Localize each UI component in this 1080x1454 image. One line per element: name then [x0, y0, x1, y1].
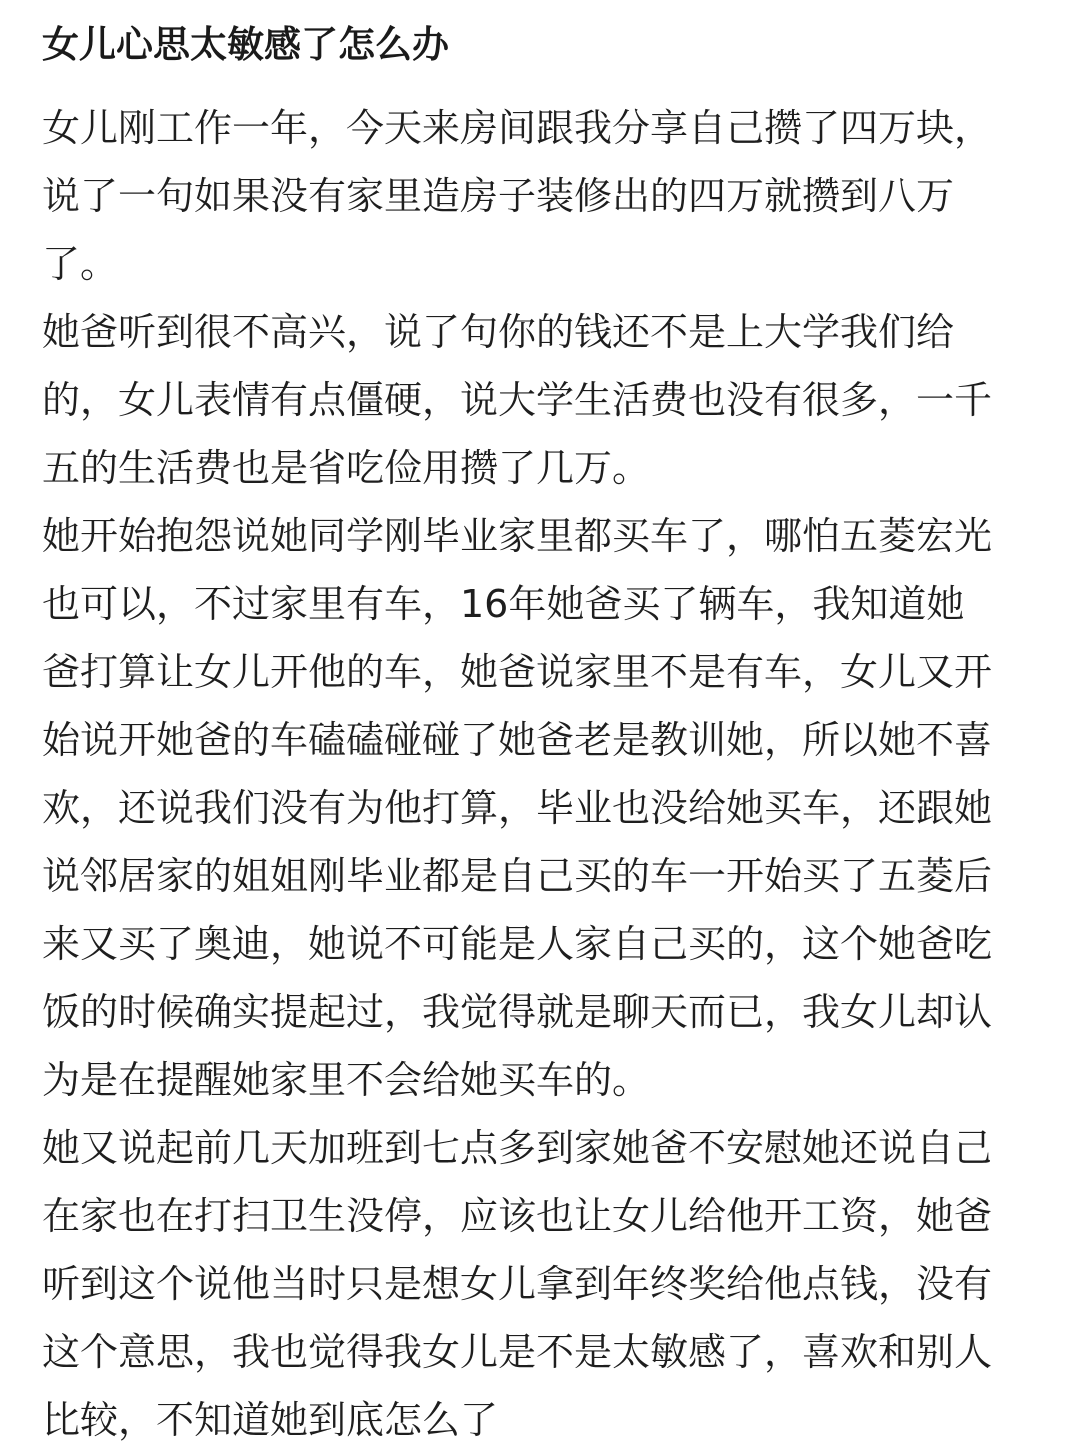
- paragraph-1: [42, 94, 1040, 298]
- text-line: 说了一句如果没有家里造房子装修出的四万就攒到八万: [42, 174, 955, 218]
- text-line: 饭的时候确实提起过，我觉得就是聊天而已，我女儿却认: [42, 990, 993, 1034]
- post-title: 女儿心思太敏感了怎么办: [42, 23, 449, 66]
- text-line: 她又说起前几天加班到七点多到家她爸不安慰她还说自己: [42, 1126, 993, 1170]
- text-line: 爸打算让女儿开他的车，她爸说家里不是有车，女儿又开: [42, 650, 993, 694]
- text-line: 她开始抱怨说她同学刚毕业家里都买车了，哪怕五菱宏光: [42, 514, 993, 558]
- text-line: 为是在提醒她家里不会给她买车的。: [42, 1058, 651, 1102]
- paragraph-3: [42, 502, 1040, 1114]
- text-line: 五的生活费也是省吃俭用攒了几万。: [42, 446, 651, 490]
- text-line: 也可以，不过家里有车，16年她爸买了辆车，我知道她: [42, 582, 965, 626]
- text-line: 来又买了奥迪，她说不可能是人家自己买的，这个她爸吃: [42, 922, 993, 966]
- text-line: 的，女儿表情有点僵硬，说大学生活费也没有很多，一千: [42, 378, 993, 422]
- text-line: 她爸听到很不高兴，说了句你的钱还不是上大学我们给: [42, 310, 955, 354]
- text-line: 了。: [42, 242, 119, 286]
- text-line: 在家也在打扫卫生没停，应该也让女儿给他开工资，她爸: [42, 1194, 993, 1238]
- text-line: 始说开她爸的车磕磕碰碰了她爸老是教训她，所以她不喜: [42, 718, 993, 762]
- paragraph-4: [42, 1114, 1040, 1454]
- paragraph-2: [42, 298, 1040, 502]
- post-body: [42, 94, 1040, 1454]
- text-line: 比较，不知道她到底怎么了: [42, 1398, 499, 1442]
- text-line: 听到这个说他当时只是想女儿拿到年终奖给他点钱，没有: [42, 1262, 993, 1306]
- text-line: 说邻居家的姐姐刚毕业都是自己买的车一开始买了五菱后: [42, 854, 993, 898]
- text-line: 女儿刚工作一年，今天来房间跟我分享自己攒了四万块，: [42, 106, 993, 150]
- text-line: 欢，还说我们没有为他打算，毕业也没给她买车，还跟她: [42, 786, 993, 830]
- text-line: 这个意思，我也觉得我女儿是不是太敏感了，喜欢和别人: [42, 1330, 993, 1374]
